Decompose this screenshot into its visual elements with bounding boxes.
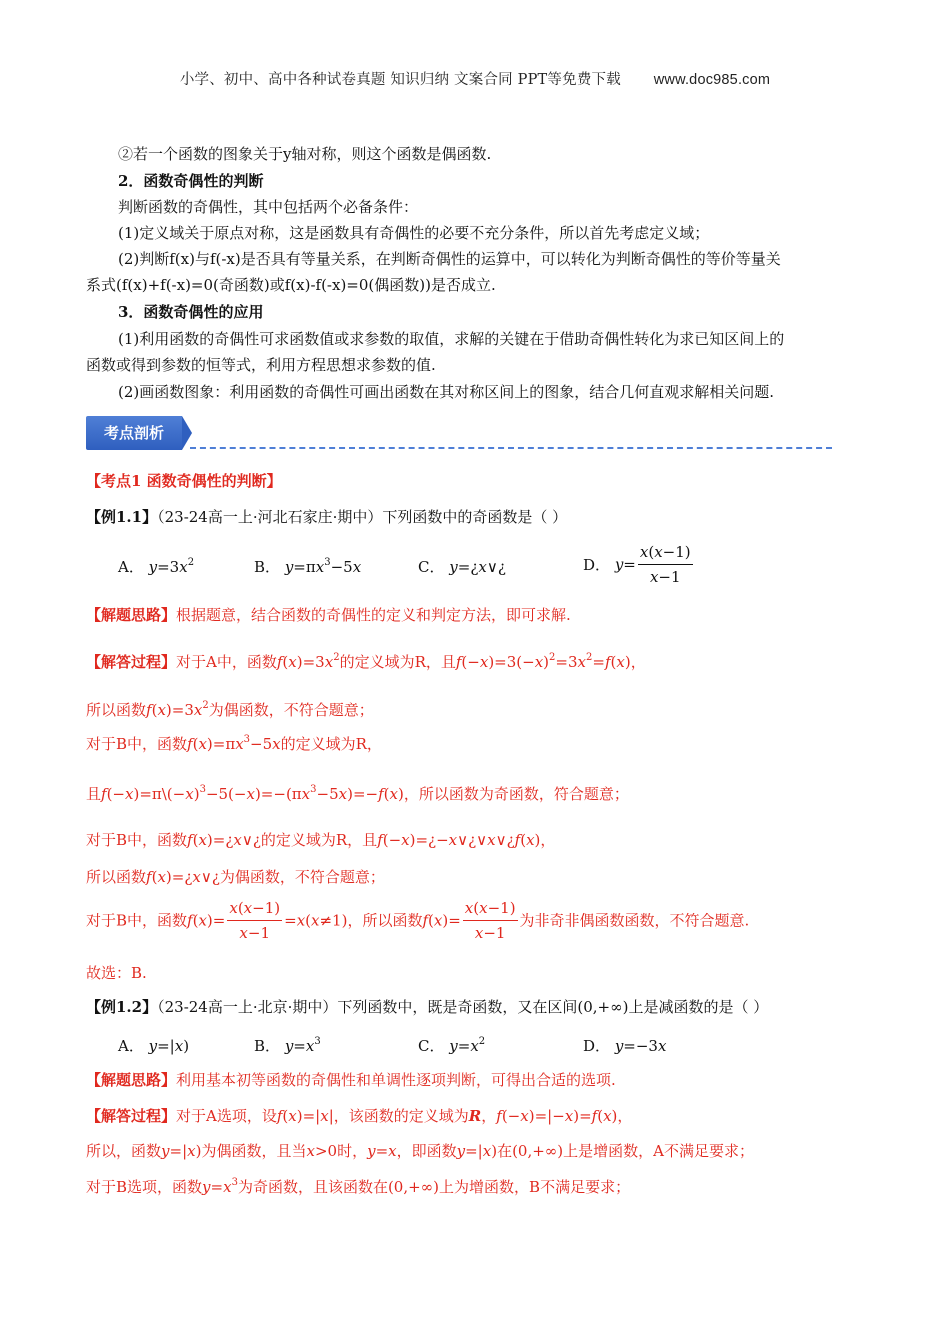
ex11-answer: 故选：B. bbox=[86, 964, 147, 982]
banner-dashed-rule bbox=[190, 447, 832, 449]
page-header bbox=[0, 68, 950, 89]
ex12-option-d: D． y=−3x bbox=[583, 1037, 667, 1055]
banner-label: 考点剖析 bbox=[103, 424, 164, 442]
header-site[interactable]: www.doc985.com bbox=[653, 72, 771, 88]
ex12-option-a: A． y=|x) bbox=[118, 1037, 190, 1055]
intro-line-5a: (1)利用函数的奇偶性可求函数值或求参数的取值，求解的关键在于借助奇偶性转化为求已知区间上的 bbox=[118, 330, 785, 348]
ex11-process-line-1: 【解答过程】对于A中，函数$f(x)=3x^2$的定义域为R，且$f(-x)=3(-x)^2=3x^2=f(x)$， bbox=[86, 652, 646, 671]
intro-line-4a: (2)判断f(x)与f(-x)是否具有等量关系，在判断奇偶性的运算中，可以转化为判断奇偶性的等价等量关 bbox=[118, 250, 781, 268]
ex11-process-line-7: 对于B中，函数f(x)= $\frac{x(x-1)}{x-1}$ =x(x≠1)，所以函数f(x)= $\frac{x(x-1)}{x-1}$ 为非奇非偶函数函数，不符合题意. bbox=[86, 899, 750, 942]
ex12-option-b: B． $y=x^3$ bbox=[254, 1036, 321, 1055]
intro-line-2: 判断函数的奇偶性，其中包括两个必备条件： bbox=[118, 198, 419, 216]
intro-line-1: ②若一个函数的图象关于y轴对称，则这个函数是偶函数. bbox=[118, 145, 492, 163]
intro-line-5b: 函数或得到参数的恒等式，利用方程思想求参数的值. bbox=[86, 356, 436, 374]
section-heading-2: 2．函数奇偶性的判断 bbox=[118, 172, 264, 190]
intro-line-6: (2)画函数图象：利用函数的奇偶性可画出函数在其对称区间上的图象，结合几何直观求解相关问题. bbox=[118, 383, 775, 401]
section-heading-3: 3．函数奇偶性的应用 bbox=[118, 303, 264, 321]
ex11-process-line-5: 对于B中，函数f(x)=¿x∨¿的定义域为R，且f(−x)=¿−x∨¿∨x∨¿f(x)， bbox=[86, 831, 556, 849]
example-1-2-stem: 【例1.2】（23-24高一上·北京·期中）下列函数中，既是奇函数，又在区间(0,+∞)上是减函数的是（ ） bbox=[86, 998, 769, 1016]
intro-line-3: (1)定义域关于原点对称，这是函数具有奇偶性的必要不充分条件，所以首先考虑定义域； bbox=[118, 224, 710, 242]
intro-line-4b: 系式(f(x)+f(-x)=0(奇函数)或f(x)-f(-x)=0(偶函数))是否成立. bbox=[86, 276, 496, 294]
ex11-option-b: B． $y=\pi x^3-5x$ bbox=[254, 557, 362, 576]
example-1-1-stem: 【例1.1】（23-24高一上·河北石家庄·期中）下列函数中的奇函数是（ ） bbox=[86, 508, 568, 526]
ex12-option-c: C． $y=x^2$ bbox=[418, 1036, 486, 1055]
ex11-process-line-2: 所以函数$f(x)=3x^2$为偶函数，不符合题意； bbox=[86, 700, 374, 719]
ex12-thinking: 【解题思路】利用基本初等函数的奇偶性和单调性逐项判断，可得出合适的选项. bbox=[86, 1071, 616, 1089]
ex12-process-line-3: 对于B选项，函数$y=x^3$为奇函数，且该函数在(0,+∞)上为增函数，B不满足要求； bbox=[86, 1177, 631, 1196]
section-banner bbox=[86, 416, 188, 450]
ex12-process-line-1: 【解答过程】对于A选项，设f(x)=|x|，该函数的定义域为R，f(−x)=|−x)=f(x)， bbox=[86, 1107, 633, 1125]
ex11-option-a: A． $y=3x^2$ bbox=[118, 557, 195, 576]
ex11-thinking: 【解题思路】根据题意，结合函数的奇偶性的定义和判定方法，即可求解. bbox=[86, 606, 571, 624]
header-text: 小学、初中、高中各种试卷真题 知识归纳 文案合同 PPT等免费下载 bbox=[179, 72, 621, 88]
ex11-process-line-6: 所以函数f(x)=¿x∨¿为偶函数，不符合题意； bbox=[86, 868, 385, 886]
ex11-option-c: C． y=¿x∨¿ bbox=[418, 558, 506, 576]
ex11-option-d: D． y= $\frac{x(x-1)}{x-1}$ bbox=[583, 543, 691, 586]
ex11-process-line-4: 且$f(-x)=\pi\backslash(-x)^3-5(-x)=-(\pi x^3-5x)=-f(x)$，所以函数为奇函数，符合题意； bbox=[86, 784, 629, 803]
ex12-process-line-2: 所以，函数y=|x)为偶函数，且当x>0时，y=x，即函数y=|x)在(0,+∞)上是增函数，A不满足要求； bbox=[86, 1142, 755, 1160]
topic-heading: 【考点1 函数奇偶性的判断】 bbox=[86, 472, 282, 490]
ex11-process-line-3: 对于B中，函数$f(x)=\pi x^3-5x$的定义域为R， bbox=[86, 734, 382, 753]
